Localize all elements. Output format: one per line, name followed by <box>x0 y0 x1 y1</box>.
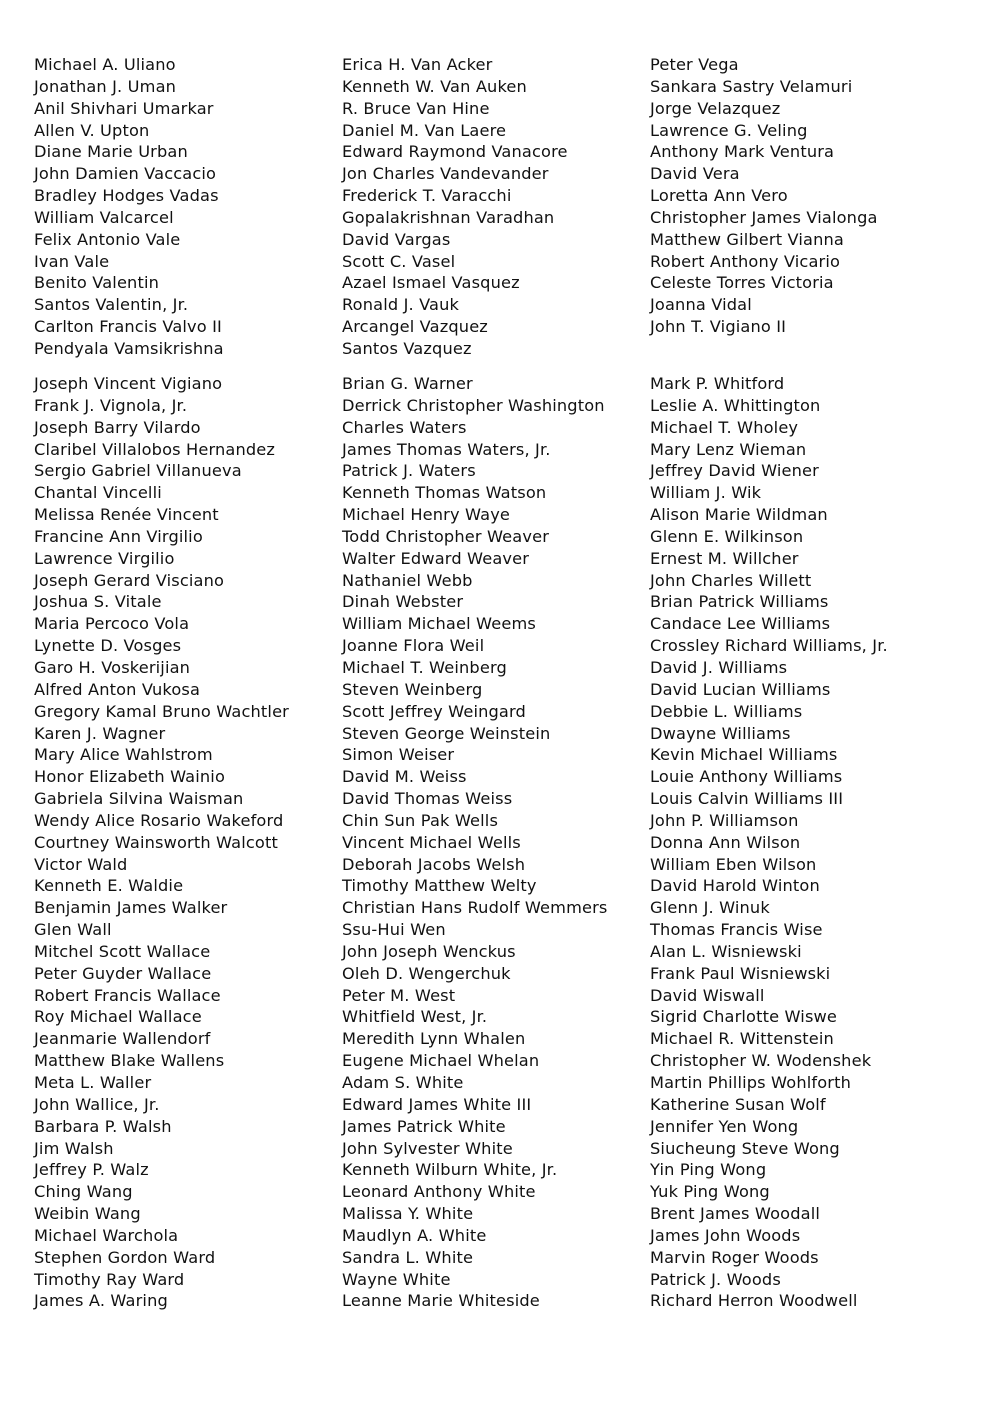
name-entry: David J. Williams <box>650 657 788 677</box>
name-entry: Peter Guyder Wallace <box>34 963 212 983</box>
name-entry: John Wallice, Jr. <box>34 1094 160 1114</box>
name-entry: Michael Warchola <box>34 1225 179 1245</box>
name-entry: Candace Lee Williams <box>650 614 831 634</box>
name-entry: Timothy Matthew Welty <box>342 876 537 896</box>
name-entry: Mitchel Scott Wallace <box>34 941 211 961</box>
name-entry: Matthew Blake Wallens <box>34 1051 225 1071</box>
name-entry: William Eben Wilson <box>650 854 817 874</box>
name-entry: Pendyala Vamsikrishna <box>34 338 224 358</box>
name-entry: Jeffrey P. Walz <box>34 1160 149 1180</box>
name-entry: Vincent Michael Wells <box>342 832 521 852</box>
name-entry: Arcangel Vazquez <box>342 317 488 337</box>
name-entry: Maria Percoco Vola <box>34 614 190 634</box>
name-entry: Azael Ismael Vasquez <box>342 273 520 293</box>
name-entry: Peter Vega <box>650 55 739 74</box>
name-entry: Jeanmarie Wallendorf <box>34 1029 211 1049</box>
name-column <box>34 54 334 360</box>
name-entry: Michael Henry Waye <box>342 505 511 525</box>
name-entry: Meta L. Waller <box>34 1073 152 1092</box>
name-entry: Santos Valentin, Jr. <box>34 295 189 315</box>
name-entry: Sankara Sastry Velamuri <box>650 76 853 96</box>
name-entry: Bradley Hodges Vadas <box>34 186 219 206</box>
name-entry: Celeste Torres Victoria <box>650 273 834 293</box>
name-entry: Jennifer Yen Wong <box>650 1116 799 1136</box>
name-entry: R. Bruce Van Hine <box>342 98 490 118</box>
name-entry: Joseph Barry Vilardo <box>34 417 201 437</box>
name-entry: Karen J. Wagner <box>34 723 166 743</box>
name-entry: Glenn E. Wilkinson <box>650 526 804 546</box>
name-entry: Deborah Jacobs Welsh <box>342 854 526 874</box>
name-entry: David Wiswall <box>650 985 765 1005</box>
name-entry: Derrick Christopher Washington <box>342 395 605 415</box>
name-entry: James John Woods <box>650 1225 801 1245</box>
name-entry: Melissa Renée Vincent <box>34 505 219 525</box>
name-entry: Christopher W. Wodenshek <box>650 1051 872 1071</box>
name-entry: Loretta Ann Vero <box>650 186 788 206</box>
name-entry: William J. Wik <box>650 483 762 503</box>
name-entry: Gregory Kamal Bruno Wachtler <box>34 701 289 721</box>
name-entry: Oleh D. Wengerchuk <box>342 963 511 983</box>
name-entry: John T. Vigiano II <box>650 317 787 337</box>
name-entry: Kevin Michael Williams <box>650 745 838 765</box>
name-entry: Adam S. White <box>342 1073 464 1092</box>
name-entry: Felix Antonio Vale <box>34 229 181 249</box>
name-entry: James Thomas Waters, Jr. <box>342 439 551 459</box>
name-entry: Matthew Gilbert Vianna <box>650 229 844 249</box>
name-entry: Carlton Francis Valvo II <box>34 317 222 337</box>
name-entry: Joseph Vincent Vigiano <box>34 374 223 393</box>
name-entry: Frank Paul Wisniewski <box>650 963 831 983</box>
name-entry: Christian Hans Rudolf Wemmers <box>342 898 608 918</box>
name-entry: Marvin Roger Woods <box>650 1247 819 1267</box>
name-entry: Jeffrey David Wiener <box>650 461 819 481</box>
name-entry: Walter Edward Weaver <box>342 548 530 568</box>
name-entry: Brent James Woodall <box>650 1204 821 1224</box>
name-entry: Ivan Vale <box>34 251 110 271</box>
name-entry: Kenneth W. Van Auken <box>342 76 527 96</box>
name-entry: Benito Valentin <box>34 273 160 293</box>
name-entry: Michael R. Wittenstein <box>650 1029 834 1049</box>
name-entry: Glenn J. Winuk <box>650 898 770 918</box>
name-entry: Simon Weiser <box>342 745 455 765</box>
name-entry: Brian Patrick Williams <box>650 592 829 612</box>
name-entry: James Patrick White <box>342 1116 506 1136</box>
name-entry: Diane Marie Urban <box>34 142 188 162</box>
name-entry: Steven George Weinstein <box>342 723 551 743</box>
name-entry: Stephen Gordon Ward <box>34 1247 216 1267</box>
name-entry: Barbara P. Walsh <box>34 1116 172 1136</box>
name-entry: Christopher James Vialonga <box>650 207 878 227</box>
name-entry: Nathaniel Webb <box>342 570 473 590</box>
name-entry: Francine Ann Virgilio <box>34 526 203 546</box>
name-entry: Louie Anthony Williams <box>650 767 843 787</box>
name-entry: Wendy Alice Rosario Wakeford <box>34 810 284 830</box>
name-entry: David Harold Winton <box>650 876 820 896</box>
name-entry: Donna Ann Wilson <box>650 832 801 852</box>
name-entry: Kenneth Wilburn White, Jr. <box>342 1160 558 1180</box>
name-entry: Malissa Y. White <box>342 1204 474 1224</box>
name-column <box>650 373 950 1312</box>
name-entry: Michael T. Weinberg <box>342 657 507 677</box>
name-entry: James A. Waring <box>34 1291 168 1311</box>
name-entry: Joanna Vidal <box>650 295 752 315</box>
name-column <box>650 54 950 338</box>
name-entry: Dinah Webster <box>342 592 464 612</box>
name-entry: Crossley Richard Williams, Jr. <box>650 636 888 656</box>
name-entry: Alison Marie Wildman <box>650 505 828 525</box>
name-entry: Dwayne Williams <box>650 723 791 743</box>
name-entry: Edward James White III <box>342 1094 532 1114</box>
name-entry: Richard Herron Woodwell <box>650 1291 858 1311</box>
name-column <box>342 54 642 360</box>
name-entry: Erica H. Van Acker <box>342 55 493 74</box>
name-entry: Gabriela Silvina Waisman <box>34 789 244 809</box>
name-entry: Siucheung Steve Wong <box>650 1138 840 1158</box>
name-entry: Leslie A. Whittington <box>650 395 821 415</box>
name-entry: John Sylvester White <box>342 1138 513 1158</box>
name-column <box>34 373 334 1312</box>
name-entry: David Vera <box>650 164 740 184</box>
name-entry: Robert Anthony Vicario <box>650 251 841 271</box>
name-entry: Jim Walsh <box>34 1138 114 1158</box>
name-entry: Jon Charles Vandevander <box>342 164 549 184</box>
name-entry: Sergio Gabriel Villanueva <box>34 461 242 481</box>
name-entry: John Charles Willett <box>650 570 812 590</box>
name-entry: Robert Francis Wallace <box>34 985 221 1005</box>
name-entry: Garo H. Voskerijian <box>34 657 191 677</box>
name-entry: Katherine Susan Wolf <box>650 1094 826 1114</box>
name-entry: Leanne Marie Whiteside <box>342 1291 540 1311</box>
name-entry: Todd Christopher Weaver <box>342 526 550 546</box>
name-entry: Brian G. Warner <box>342 374 473 393</box>
name-entry: Weibin Wang <box>34 1204 141 1224</box>
name-entry: William Valcarcel <box>34 207 174 227</box>
name-entry: Joshua S. Vitale <box>34 592 162 612</box>
name-entry: Yuk Ping Wong <box>650 1182 770 1202</box>
name-entry: David M. Weiss <box>342 767 467 787</box>
name-entry: Thomas Francis Wise <box>650 920 823 940</box>
name-entry: Ssu-Hui Wen <box>342 920 446 940</box>
name-entry: Jonathan J. Uman <box>34 76 177 96</box>
name-entry: David Lucian Williams <box>650 679 831 699</box>
name-entry: Santos Vazquez <box>342 338 472 358</box>
name-entry: Timothy Ray Ward <box>34 1269 185 1289</box>
name-entry: Joseph Gerard Visciano <box>34 570 225 590</box>
name-entry: Whitfield West, Jr. <box>342 1007 488 1027</box>
name-entry: John Joseph Wenckus <box>342 941 516 961</box>
name-entry: Frank J. Vignola, Jr. <box>34 395 188 415</box>
name-entry: Allen V. Upton <box>34 120 150 140</box>
name-entry: Mary Alice Wahlstrom <box>34 745 213 765</box>
name-entry: Daniel M. Van Laere <box>342 120 507 140</box>
name-entry: Eugene Michael Whelan <box>342 1051 540 1071</box>
name-entry: Michael A. Uliano <box>34 55 176 74</box>
name-entry: Kenneth E. Waldie <box>34 876 184 896</box>
name-entry: Lawrence G. Veling <box>650 120 808 140</box>
name-entry: Patrick J. Woods <box>650 1269 781 1289</box>
name-entry: Mary Lenz Wieman <box>650 439 807 459</box>
name-column <box>342 373 642 1312</box>
name-entry: Steven Weinberg <box>342 679 483 699</box>
name-entry: Honor Elizabeth Wainio <box>34 767 226 787</box>
name-entry: Peter M. West <box>342 985 456 1005</box>
name-entry: Chantal Vincelli <box>34 483 162 503</box>
name-entry: Ching Wang <box>34 1182 133 1202</box>
name-entry: Meredith Lynn Whalen <box>342 1029 526 1049</box>
name-entry: Leonard Anthony White <box>342 1182 536 1202</box>
name-entry: Mark P. Whitford <box>650 374 785 393</box>
name-entry: Michael T. Wholey <box>650 417 799 437</box>
name-entry: Alan L. Wisniewski <box>650 941 802 961</box>
name-entry: Louis Calvin Williams III <box>650 789 844 809</box>
name-entry: Charles Waters <box>342 417 467 437</box>
name-entry: Patrick J. Waters <box>342 461 476 481</box>
name-entry: Edward Raymond Vanacore <box>342 142 568 162</box>
name-entry: John P. Williamson <box>650 810 799 830</box>
name-entry: Jorge Velazquez <box>650 98 781 118</box>
name-entry: William Michael Weems <box>342 614 536 634</box>
name-entry: Wayne White <box>342 1269 451 1289</box>
name-entry: Anthony Mark Ventura <box>650 142 835 162</box>
name-entry: Scott Jeffrey Weingard <box>342 701 526 721</box>
name-entry: Victor Wald <box>34 854 128 874</box>
name-entry: Lynette D. Vosges <box>34 636 182 656</box>
name-entry: David Vargas <box>342 229 451 249</box>
name-entry: Yin Ping Wong <box>650 1160 767 1180</box>
name-entry: Scott C. Vasel <box>342 251 456 271</box>
name-entry: Roy Michael Wallace <box>34 1007 202 1027</box>
name-entry: Courtney Wainsworth Walcott <box>34 832 278 852</box>
name-entry: David Thomas Weiss <box>342 789 513 809</box>
name-entry: Alfred Anton Vukosa <box>34 679 201 699</box>
name-entry: Gopalakrishnan Varadhan <box>342 207 555 227</box>
name-entry: Chin Sun Pak Wells <box>342 810 499 830</box>
name-entry: Frederick T. Varacchi <box>342 186 512 206</box>
name-entry: Sigrid Charlotte Wiswe <box>650 1007 838 1027</box>
name-entry: Ronald J. Vauk <box>342 295 460 315</box>
name-entry: Ernest M. Willcher <box>650 548 799 568</box>
name-entry: Benjamin James Walker <box>34 898 228 918</box>
name-entry: Sandra L. White <box>342 1247 474 1267</box>
name-entry: John Damien Vaccacio <box>34 164 217 184</box>
name-entry: Kenneth Thomas Watson <box>342 483 547 503</box>
name-entry: Lawrence Virgilio <box>34 548 175 568</box>
name-entry: Anil Shivhari Umarkar <box>34 98 214 118</box>
name-entry: Martin Phillips Wohlforth <box>650 1073 851 1092</box>
name-entry: Claribel Villalobos Hernandez <box>34 439 276 459</box>
name-entry: Glen Wall <box>34 920 112 940</box>
name-entry: Joanne Flora Weil <box>342 636 485 656</box>
name-entry: Debbie L. Williams <box>650 701 803 721</box>
name-entry: Maudlyn A. White <box>342 1225 487 1245</box>
